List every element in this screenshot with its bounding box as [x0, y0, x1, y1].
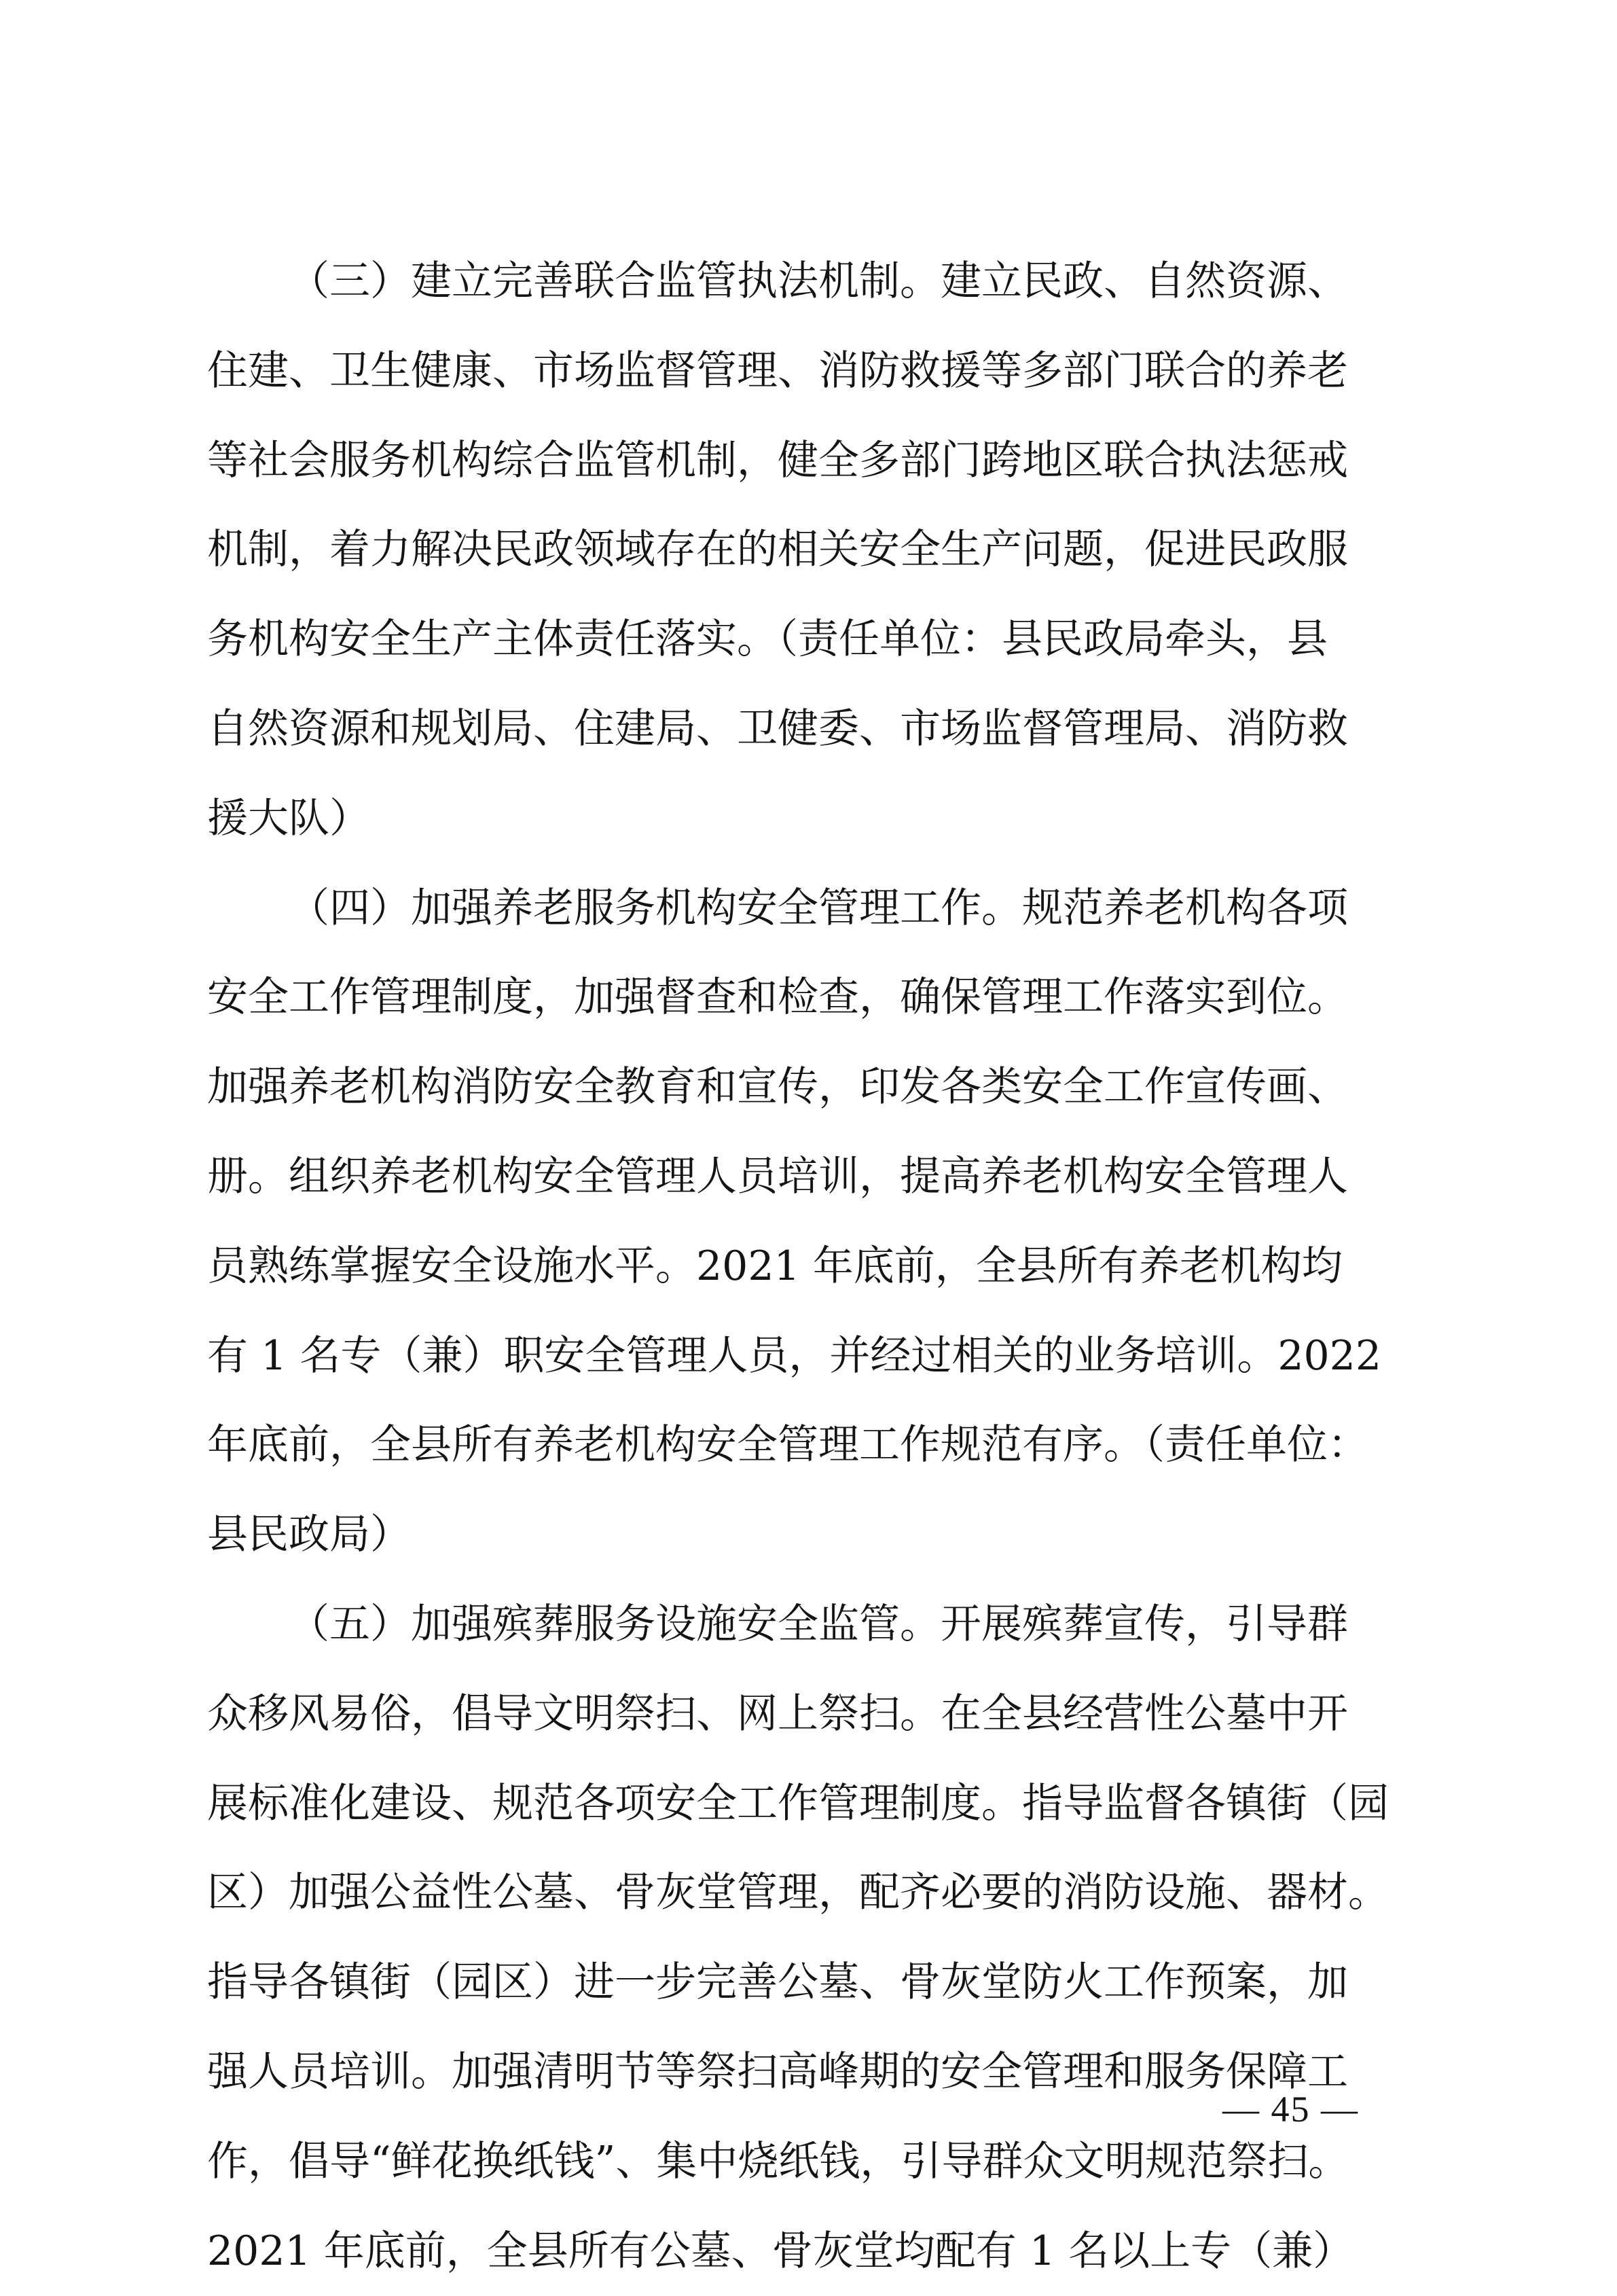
- paragraph-line: （四）加强养老服务机构安全管理工作。规范养老机构各项: [289, 884, 1348, 932]
- paragraph-line: 机制，着力解决民政领域存在的相关安全生产问题，促进民政服: [207, 526, 1348, 574]
- paragraph-line: 众移风易俗，倡导文明祭扫、网上祭扫。在全县经营性公墓中开: [207, 1689, 1348, 1738]
- body-text: [207, 237, 1409, 2296]
- paragraph-line: 强人员培训。加强清明节等祭扫高峰期的安全管理和服务保障工: [207, 2047, 1348, 2096]
- paragraph-line: 安全工作管理制度，加强督查和检查，确保管理工作落实到位。: [207, 973, 1348, 1022]
- paragraph-line: 区）加强公益性公墓、骨灰堂管理，配齐必要的消防设施、器材。: [207, 1869, 1389, 1917]
- paragraph-line: （三）建立完善联合监管执法机制。建立民政、自然资源、: [289, 257, 1348, 305]
- paragraph-line: 2021 年底前，全县所有公墓、骨灰堂均配有 1 名以上专（兼）: [207, 2227, 1354, 2275]
- paragraph-section-3: [207, 237, 1409, 864]
- paragraph-line: 册。组织养老机构安全管理人员培训，提高养老机构安全管理人: [207, 1152, 1348, 1200]
- paragraph-line: 展标准化建设、规范各项安全工作管理制度。指导监督各镇街（园: [207, 1779, 1389, 1827]
- paragraph-line: 年底前，全县所有养老机构安全管理工作规范有序。（责任单位：: [207, 1421, 1368, 1469]
- paragraph-line: 等社会服务机构综合监管机制，健全多部门跨地区联合执法惩戒: [207, 436, 1348, 484]
- paragraph-section-4: [207, 864, 1409, 1580]
- paragraph-line: 自然资源和规划局、住建局、卫健委、市场监督管理局、消防救: [207, 704, 1348, 753]
- paragraph-line: 县民政局）: [207, 1511, 411, 1559]
- paragraph-line: 有 1 名专（兼）职安全管理人员，并经过相关的业务培训。2022: [207, 1331, 1382, 1380]
- paragraph-line: 作，倡导“鲜花换纸钱”、集中烧纸钱，引导群众文明规范祭扫。: [207, 2137, 1349, 2185]
- paragraph-line: 指导各镇街（园区）进一步完善公墓、骨灰堂防火工作预案，加: [207, 1958, 1348, 2007]
- paragraph-line: 住建、卫生健康、市场监督管理、消防救援等多部门联合的养老: [207, 346, 1348, 395]
- paragraph-line: 援大队）: [207, 794, 370, 842]
- paragraph-line: （五）加强殡葬服务设施安全监管。开展殡葬宣传，引导群: [289, 1600, 1348, 1648]
- paragraph-line: 员熟练掌握安全设施水平。2021 年底前，全县所有养老机构均: [207, 1242, 1343, 1290]
- paragraph-line: 务机构安全生产主体责任落实。（责任单位：县民政局牵头，县: [207, 615, 1328, 664]
- paragraph-section-5: [207, 1580, 1409, 2296]
- page-number: — 45 —: [1222, 2089, 1359, 2130]
- paragraph-line: 加强养老机构消防安全教育和宣传，印发各类安全工作宣传画、: [207, 1063, 1348, 1111]
